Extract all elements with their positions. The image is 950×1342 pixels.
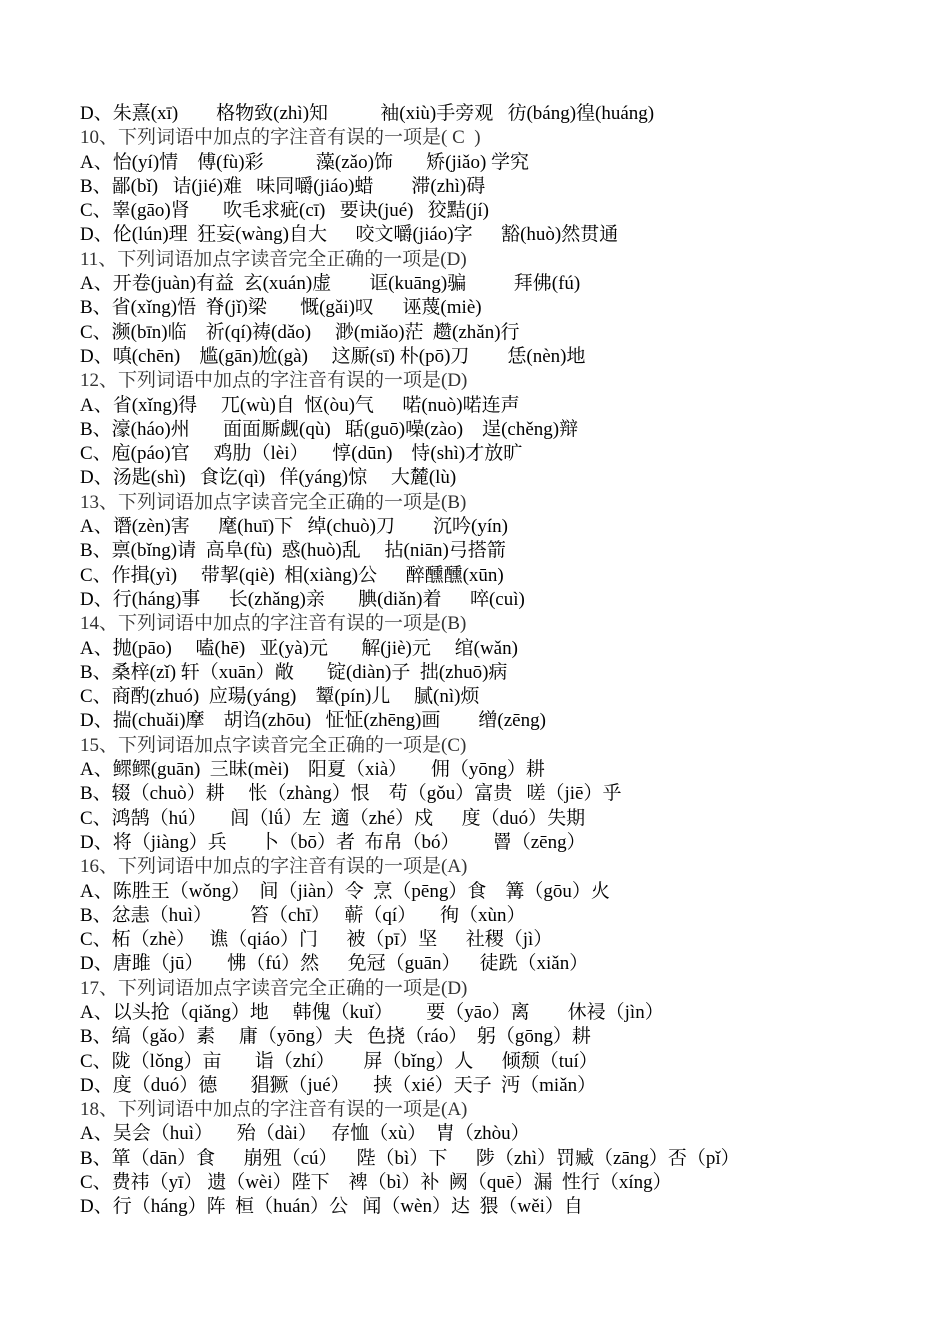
option-line: C、柘（zhè） 谯（qiáo）门 被（pī）坚 社稷（jì） [80, 929, 553, 951]
option-line: A、陈胜王（wǒng） 间（jiàn）令 烹（pēng）食 篝（gōu）火 [80, 880, 610, 902]
option-line: B、箪（dān）食 崩殂（cú） 陛（bì）下 陟（zhì）罚臧（zāng）否（pǐ） [80, 1147, 740, 1169]
option-line: C、商酌(zhuó) 应瑒(yáng) 颦(pín)儿 腻(nì)烦 [80, 686, 480, 708]
question-line: 11、下列词语加点字读音完全正确的一项是(D) [80, 248, 467, 270]
question-line: 17、下列词语加点字读音完全正确的一项是(D) [80, 977, 468, 999]
option-line: B、濠(háo)州 面面厮觑(qù) 聒(guō)噪(zào) 逞(chěng)辩 [80, 418, 579, 440]
option-line: D、嗔(chēn) 尴(gān)尬(gà) 这厮(sī) 朴(pō)刀 恁(nèn)地 [80, 345, 586, 367]
option-line: A、抛(pāo) 嗑(hē) 亚(yà)元 解(jiè)元 绾(wǎn) [80, 637, 518, 659]
option-line: D、行(háng)事 长(zhǎng)亲 腆(diǎn)着 啐(cuì) [80, 588, 525, 610]
option-line: A、省(xǐng)得 兀(wù)自 怄(òu)气 喏(nuò)喏连声 [80, 394, 520, 416]
option-line: B、鄙(bǐ) 诘(jié)难 味同嚼(jiáo)蜡 滞(zhì)碍 [80, 175, 486, 197]
option-line: D、唐雎（jū） 怫（fú）然 免冠（guān） 徒跣（xiǎn） [80, 953, 589, 975]
question-line: 12、下列词语中加点的字注音有误的一项是(D) [80, 370, 468, 392]
option-line: B、辍（chuò）耕 怅（zhàng）恨 苟（gǒu）富贵 嗟（jiē）乎 [80, 783, 622, 805]
question-line: 15、下列词语加点字读音完全正确的一项是(C) [80, 734, 467, 756]
option-line: A、开卷(juàn)有益 玄(xuán)虚 诓(kuāng)骗 拜佛(fú) [80, 273, 581, 295]
option-line: B、省(xǐng)悟 脊(jǐ)梁 慨(gǎi)叹 诬蔑(miè) [80, 297, 482, 319]
option-line: C、濒(bīn)临 祈(qí)祷(dǎo) 渺(miǎo)茫 趱(zhǎn)行 [80, 321, 520, 343]
document-page [80, 102, 880, 1220]
option-line: B、禀(bǐng)请 高阜(fù) 惑(huò)乱 拈(niān)弓搭箭 [80, 540, 506, 562]
option-line: D、行（háng）阵 桓（huán）公 闻（wèn）达 猥（wěi）自 [80, 1196, 583, 1218]
question-line: 14、下列词语中加点的字注音有误的一项是(B) [80, 613, 467, 635]
option-line: A、吴会（huì） 殆（dài） 存恤（xù） 胄（zhòu） [80, 1123, 530, 1145]
option-line: A、以头抢（qiǎng）地 韩傀（kuǐ） 要（yāo）离 休祲（jìn） [80, 1001, 664, 1023]
option-line: C、费祎（yī） 遗（wèi）陛下 裨（bì）补 阙（quē）漏 性行（xíng） [80, 1172, 672, 1194]
option-line: D、揣(chuǎi)摩 胡诌(zhōu) 怔怔(zhēng)画 缯(zēng) [80, 710, 546, 732]
question-line: 18、下列词语中加点的字注音有误的一项是(A) [80, 1099, 468, 1121]
question-line: 13、下列词语加点字读音完全正确的一项是(B) [80, 491, 467, 513]
option-line: B、缟（gǎo）素 庸（yōng）夫 色挠（ráo） 躬（gōng）耕 [80, 1026, 591, 1048]
option-line: A、怡(yí)情 傅(fù)彩 藻(zǎo)饰 矫(jiǎo) 学究 [80, 151, 530, 173]
option-line: D、朱熹(xī) 格物致(zhì)知 袖(xiù)手旁观 彷(báng)徨(huáng) [80, 103, 655, 124]
option-line: D、伦(lún)理 狂妄(wàng)自大 咬文嚼(jiáo)字 豁(huò)然贯通 [80, 224, 619, 246]
option-line: B、桑梓(zǐ) 轩（xuān）敞 锭(diàn)子 拙(zhuō)病 [80, 661, 508, 683]
question-line: 10、下列词语中加点的字注音有误的一项是( C ) [80, 127, 481, 149]
option-line: D、度（duó）德 猖獗（jué） 挟（xié）天子 沔（miǎn） [80, 1074, 597, 1096]
option-line: C、庖(páo)官 鸡肋（lèi） 惇(dūn) 恃(shì)才放旷 [80, 443, 523, 465]
option-line: C、鸿鹄（hú） 闾（lǘ）左 適（zhé）戍 度（duó）失期 [80, 807, 586, 829]
option-line: C、睾(gāo)肾 吹毛求疵(cī) 要诀(jué) 狡黠(jí) [80, 200, 489, 222]
option-line: D、汤匙(shì) 食讫(qì) 佯(yáng)惊 大麓(lù) [80, 467, 457, 489]
option-line: A、谮(zèn)害 麾(huī)下 绰(chuò)刀 沉吟(yín) [80, 516, 508, 538]
option-line: A、鳏鳏(guān) 三昧(mèi) 阳夏（xià） 佣（yōng）耕 [80, 759, 545, 781]
option-line: C、作揖(yì) 带挈(qiè) 相(xiàng)公 醉醺醺(xūn) [80, 564, 504, 586]
option-line: B、忿恚（huì） 笞（chī） 蕲（qí） 徇（xùn） [80, 904, 526, 926]
question-line: 16、下列词语中加点的字注音有误的一项是(A) [80, 856, 468, 878]
option-line: C、陇（lǒng）亩 诣（zhí） 屏（bǐng）人 倾颓（tuí） [80, 1050, 598, 1072]
option-line: D、将（jiàng）兵 卜（bō）者 布帛（bó） 罾（zēng） [80, 831, 586, 853]
